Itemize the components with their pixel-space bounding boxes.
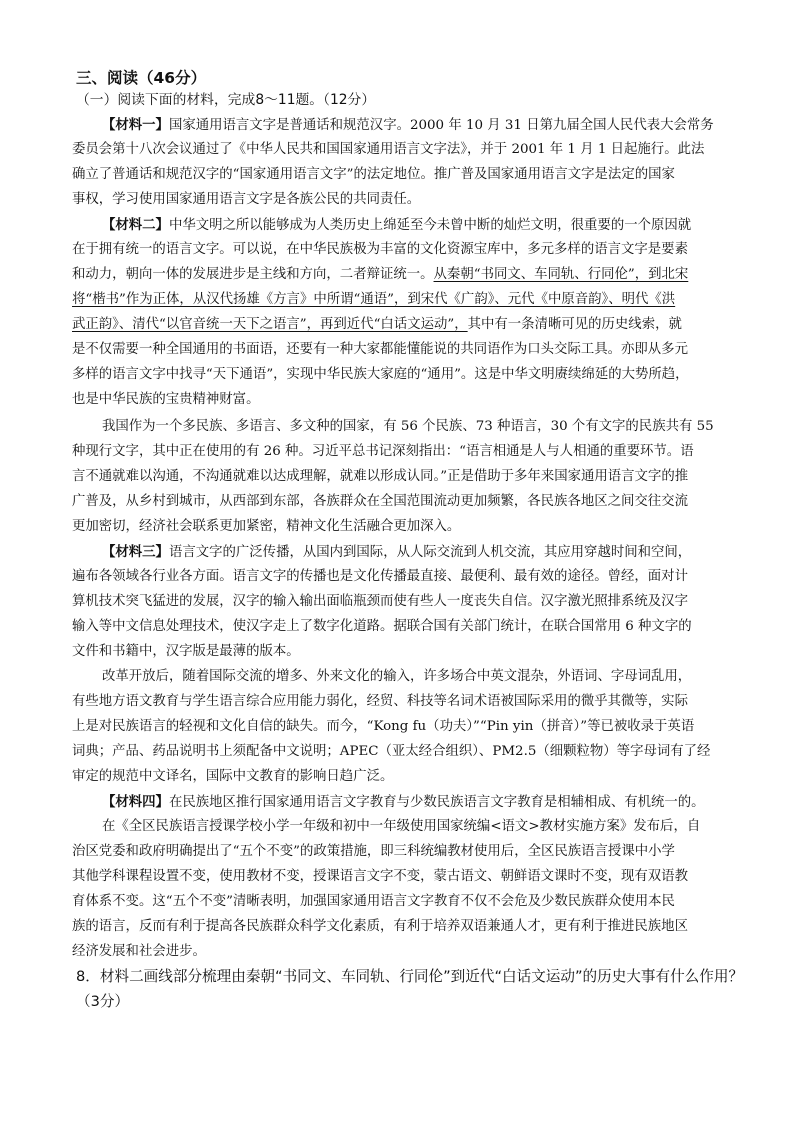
- material-3-line: 算机技术突飞猛进的发展，汉字的输入输出面临瓶颈而使有些人一度丧失自信。汉字激光照排系统及汉字: [72, 594, 688, 609]
- material-1-line: 事权，学习使用国家通用语言文字是各族公民的共同责任。: [72, 192, 421, 207]
- material-2-line: 是不仅需要一种全国通用的书面语，还要有一种大家都能懂能说的共同语作为口头交际工具。亦即从多元: [72, 342, 688, 357]
- part1-instruction: （一）阅读下面的材料，完成8～11题。（12分）: [76, 92, 376, 108]
- paragraph-line: 经济发展和社会进步。: [72, 944, 206, 959]
- material-3-line: 【材料三】语言文字的广泛传播，从国内到国际，从人际交流到人机交流，其应用穿越时间和空间，: [102, 544, 692, 560]
- paragraph-line: 我国作为一个多民族、多语言、多文种的国家，有 56 个民族、73 种语言，30 个有文字的民族共有 55: [102, 419, 714, 434]
- material-3-line: 输入等中文信息处理技术，使汉字走上了数字化道路。据联合国有关部门统计，在联合国常用 6 种文字的: [72, 619, 692, 634]
- paragraph-line: 上是对民族语言的轻视和文化自信的缺失。而今，“Kong fu（功夫）”“Pin yin（拼音）”等已被收录于英语: [72, 719, 695, 734]
- material-3-line: 文件和书籍中，汉字版是最薄的版本。: [72, 644, 300, 659]
- paragraph-line: 更加密切，经济社会联系更加紧密，精神文化生活融合更加深入。: [72, 519, 461, 534]
- material-2-line: 武正韵》、清代“以官音统一天下之语言”，再到近代“白话文运动”，其中有一条清晰可见的历史线索，就: [72, 317, 682, 332]
- paragraph-line: 言不通就难以沟通，不沟通就难以达成理解，就难以形成认同。”正是借助于多年来国家通用语言文字的推: [72, 469, 689, 484]
- paragraph-line: 种现行文字，其中正在使用的有 26 种。习近平总书记深刻指出：“语言相通是人与人相通的重要环节。语: [72, 444, 694, 459]
- paragraph-line: 育体系不变。这“五个不变”清晰表明，加强国家通用语言文字教育不仅不会危及少数民族群众使用本民: [72, 894, 675, 909]
- paragraph-line: 族的语言，反而有利于提高各民族群众科学文化素质，有利于培养双语兼通人才，更有利于推进民族地区: [72, 919, 688, 934]
- material-2-line: 和动力，朝向一体的发展进步是主线和方向，二者辩证统一。从秦朝“书同文、车同轨、行同伦”，到北宋: [72, 267, 689, 282]
- paragraph-line: 在《全区民族语言授课学校小学一年级和初中一年级使用国家统编<语文>教材实施方案》发布后，自: [102, 819, 701, 834]
- material-4-label: 【材料四】: [102, 794, 169, 810]
- section-title: 三、阅读（46分）: [76, 69, 207, 87]
- material-2-line: 【材料二】中华文明之所以能够成为人类历史上绵延至今未曾中断的灿烂文明，很重要的一个原因就: [102, 217, 692, 233]
- paragraph-line: 治区党委和政府明确提出了“五个不变”的政策措施，即三科统编教材使用后，全区民族语言授课中小学: [72, 844, 675, 859]
- paragraph-line: 其他学科课程设置不变，使用教材不变，授课语言文字不变，蒙古语文、朝鲜语文课时不变，现有双语教: [72, 869, 688, 884]
- material-2-line: 在于拥有统一的语言文字。可以说，在中华民族极为丰富的文化资源宝库中，多元多样的语言文字是要素: [72, 242, 688, 257]
- underlined-passage: 武正韵》、清代“以官音统一天下之语言”，再到近代“白话文运动”，: [72, 317, 468, 332]
- material-1-line: 委员会第十八次会议通过了《中华人民共和国国家通用语言文字法》，并于 2001 年 1 月 1 日起施行。此法: [72, 142, 705, 157]
- material-2-label: 【材料二】: [102, 217, 169, 233]
- underlined-passage: 从秦朝“书同文、车同轨、行同伦”，到北宋: [433, 267, 689, 282]
- material-1-line: 确立了普通话和规范汉字的“国家通用语言文字”的法定地位。推广普及国家通用语言文字是法定的国家: [72, 167, 675, 182]
- material-3-label: 【材料三】: [102, 544, 169, 560]
- paragraph-line: 审定的规范中文译名，国际中文教育的影响日趋广泛。: [72, 769, 394, 784]
- material-2-line: 多样的语言文字中找寻“天下通语”，实现中华民族大家庭的“通用”。这是中华文明赓续绵延的大势所趋，: [72, 367, 689, 382]
- question-8-score: （3分）: [76, 993, 130, 1010]
- material-4-line: 【材料四】在民族地区推行国家通用语言文字教育与少数民族语言文字教育是相辅相成、有机统一的。: [102, 794, 705, 810]
- underlined-passage: 将“楷书”作为正体，从汉代扬雄《方言》中所谓“通语”，到宋代《广韵》、元代《中原音韵》、明代《洪: [72, 292, 676, 307]
- material-2-line: 也是中华民族的宝贵精神财富。: [72, 392, 260, 407]
- material-3-line: 遍布各领域各行业各方面。语言文字的传播也是文化传播最直接、最便利、最有效的途径。曾经，面对计: [72, 569, 688, 584]
- paragraph-line: 词典；产品、药品说明书上须配备中文说明；APEC（亚太经合组织）、PM2.5（细颗粒物）等字母词有了经: [72, 744, 711, 759]
- material-1-label: 【材料一】: [102, 117, 169, 133]
- paragraph-line: 广普及，从乡村到城市，从西部到东部，各族群众在全国范围流动更加频繁，各民族各地区之间交往交流: [72, 494, 688, 509]
- paragraph-line: 有些地方语文教育与学生语言综合应用能力弱化，经贸、科技等名词术语被国际采用的微乎其微等，实际: [72, 694, 688, 709]
- material-1-line: 【材料一】国家通用语言文字是普通话和规范汉字。2000 年 10 月 31 日第九届全国人民代表大会常务: [102, 117, 714, 133]
- paragraph-line: 改革开放后，随着国际交流的增多、外来文化的输入，许多场合中英文混杂，外语词、字母词乱用，: [102, 669, 692, 684]
- question-8: 8．材料二画线部分梳理由秦朝“书同文、车同轨、行同伦”到近代“白话文运动”的历史大事有什么作用？: [76, 968, 744, 985]
